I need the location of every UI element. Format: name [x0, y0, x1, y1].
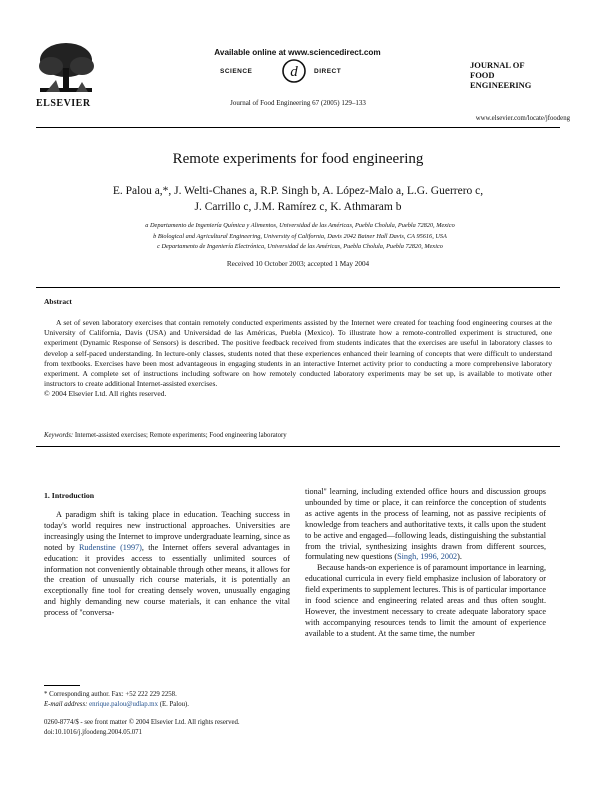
- email-suffix: (E. Palou).: [158, 701, 189, 708]
- left-column: [44, 510, 290, 619]
- abstract-text: A set of seven laboratory exercises that contain remotely conducted experiments assisted by the Internet were created for teaching food engineering courses at the University of California, Davis (USA) and Universidad de las Américas, Puebla (Mexico). To illustrate how a remote-controlled experiment is structured, one experiment (Dynamic Response of Sensors) is described. The positive feedback received from students indicates that the exercises are useful in laboratory classes to develop a self-paced understanding. In lecture-only classes, students noted that these experiences enhanced their learning of concepts that were difficult to understand from textbooks. Exercises have been most advantageous in engaging students in an interactive Internet activity prior to conducting a more comprehensive laboratory experiment. A complete set of instructions including software on how remotely conducted laboratory experiments may be set up, is available to motivate other instructors to create additional Internet-assisted exercises.: [44, 318, 552, 389]
- elsevier-tree-logo: [36, 40, 96, 98]
- affiliation-a: a Departamento de Ingeniería Química y Alimentos, Universidad de las Américas, Puebla Cholula, Puebla 72820, Mexico: [145, 222, 455, 229]
- affiliation-c: c Departamento de Ingeniería Electrónica, Universidad de las Américas, Puebla Cholula, Puebla 72820, Mexico: [157, 243, 443, 250]
- sd-right-text: DIRECT: [314, 68, 342, 75]
- issn-block: [44, 718, 344, 738]
- email-line: [44, 700, 294, 710]
- authors-line: J. Carrillo c, J.M. Ramírez c, K. Athmaram b: [194, 201, 402, 213]
- doi-line[interactable]: doi:10.1016/j.jfoodeng.2004.05.071: [44, 729, 142, 736]
- affiliation-b: b Biological and Agricultural Engineering, University of California, Davis 2042 Bainer Hall Davis, CA 95616, USA: [153, 232, 447, 240]
- keywords: [44, 432, 552, 439]
- abstract-bottom-divider: [36, 446, 560, 447]
- available-online-text: Available online at www.sciencedirect.com: [214, 48, 381, 57]
- abstract-body: [44, 318, 552, 400]
- issn-line: 0260-8774/$ - see front matter © 2004 Elsevier Ltd. All rights reserved.: [44, 719, 240, 726]
- sciencedirect-logo: [220, 58, 380, 88]
- keywords-label: Keywords:: [44, 432, 74, 439]
- journal-url[interactable]: www.elsevier.com/locate/jfoodeng: [475, 115, 570, 122]
- header-divider: [36, 127, 560, 128]
- paragraph-text: tional'' learning, including extended office hours and discussion groups unbounded by time or place, it can reinforce the conception of students as active agents in the process of learning, not as passive recipients of knowledge from teachers and authoritative texts, it calls upon the student to be active and engaged—following leads, distinguishing the substantial from the trivial, synthesizing insights drawn from different sources, formulating new questions (: [305, 487, 546, 562]
- keywords-list: Internet-assisted exercises; Remote experiments; Food engineering laboratory: [74, 432, 287, 439]
- journal-title-line: JOURNAL OF: [470, 60, 525, 70]
- section-heading: 1. Introduction: [44, 491, 95, 500]
- affiliations: [80, 221, 520, 253]
- citation-link[interactable]: Rudenstine (1997): [78, 542, 142, 552]
- email-link[interactable]: enrique.palou@udlap.mx: [89, 701, 158, 708]
- email-label: E-mail address:: [44, 701, 90, 708]
- author-list: [56, 183, 540, 215]
- received-dates: Received 10 October 2003; accepted 1 May 2004: [226, 260, 370, 268]
- abstract-top-divider: [36, 287, 560, 288]
- journal-title-block: [470, 60, 580, 90]
- paragraph: Because hands-on experience is of paramount importance in learning, educational curricula in every field emphasize inclusion of laboratory or field experiments to supplement lectures. This is of particular importance in food science and engineering related areas and thus often sought. However, the investment necessary to create adequate laboratory space with accompanying resources tends to limit the amount of experience available to a student. At the same time, the number: [305, 563, 546, 638]
- publisher-name: ELSEVIER: [36, 98, 91, 109]
- journal-reference: Journal of Food Engineering 67 (2005) 129–133: [230, 99, 366, 107]
- authors-line: E. Palou a,*, J. Welti-Chanes a, R.P. Singh b, A. López-Malo a, L.G. Guerrero c,: [112, 185, 484, 197]
- copyright-notice: © 2004 Elsevier Ltd. All rights reserved.: [44, 389, 167, 399]
- paragraph-text: A paradigm shift is taking place in education. Teaching success in today's world requires new instructional approaches. Universities are increasingly using the Internet to improve undergraduate learning, since as noted by: [44, 510, 290, 552]
- corresponding-author: * Corresponding author. Fax: +52 222 229 2258.: [44, 691, 177, 698]
- abstract-heading: Abstract: [44, 297, 72, 306]
- paragraph-text: , the Internet offers several advantages in education: it provides access to essentially unlimited sources of information not conveniently obtainable through other means, it allows for the creation of unusually rich course materials, it is potentially an exceptionally fine tool for creating densely woven, unusually engaging and highly demanding new course materials, it can enhance the vital process of ''conversa-: [44, 542, 290, 618]
- right-column: [305, 487, 546, 640]
- article-title: Remote experiments for food engineering: [172, 151, 424, 167]
- paragraph-text: ).: [457, 552, 462, 562]
- paragraph: [44, 510, 290, 619]
- svg-text:d: d: [290, 64, 298, 80]
- journal-title-line: ENGINEERING: [470, 80, 532, 90]
- citation-link[interactable]: Singh, 1996, 2002: [397, 552, 458, 562]
- sciencedirect-at-icon: [281, 58, 307, 84]
- footnote: [44, 690, 294, 710]
- sd-left-text: SCIENCE: [220, 68, 253, 75]
- journal-title-line: FOOD: [470, 70, 495, 80]
- paragraph: [305, 487, 546, 563]
- footnote-divider: [44, 685, 80, 686]
